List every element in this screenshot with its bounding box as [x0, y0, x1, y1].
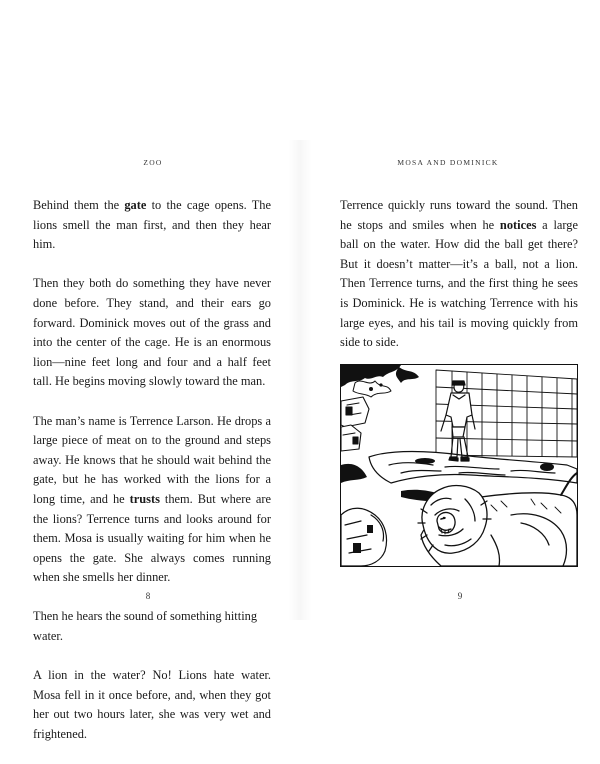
glossary-word: trusts — [129, 491, 160, 506]
paragraph: The man’s name is Terrence Larson. He drops a large piece of meat on to the ground and steps away. He knows that he should wait behind the gate, but he has worked with the lions for a long time, and he trusts them. But where are the lions? Terrence turns and looks around for them. Mosa is usually waiting for him when he opens the gate. She always comes running when she smells her dinner. — [33, 413, 272, 585]
right-page — [300, 0, 600, 750]
glossary-word: notices — [499, 217, 537, 232]
rocks — [341, 397, 369, 451]
left-page-number: 8 — [145, 591, 151, 601]
foreground-rock — [341, 508, 387, 566]
paragraph: Then they both do something they have never done before. They stand, and their ears go forward. Dominick moves out of the grass and into the center of the cage. He is an enormous lion—nine feet long and four and a half feet tall. He begins moving slowly toward the man. — [33, 276, 271, 389]
foliage — [341, 365, 419, 397]
left-running-head: ZOO — [143, 158, 163, 167]
lion-figure — [418, 473, 577, 566]
paragraph: Terrence quickly runs toward the sound. Then he stops and smiles when he notices a large ball on the water. How did the ball get there? But it doesn’t matter—it’s a ball, not a lion. Then Terrence turns, and the first thing he sees is Dominick. He is watching Terrence with his large eyes, and his tail is moving quickly from side to side. — [340, 198, 578, 350]
paragraph: Behind them the gate to the cage opens. The lions smell the man first, and then they hear him. — [33, 198, 271, 252]
right-running-head: MOSA AND DOMINICK — [397, 158, 499, 167]
lion-illustration — [340, 364, 578, 567]
glossary-word: gate — [124, 198, 147, 212]
paragraph: Then he hears the sound of something hitting water. — [33, 609, 258, 644]
paragraph: A lion in the water? No! Lions hate water. Mosa fell in it once before, and, when they got her out two hours later, she was very wet and frightened. — [33, 668, 271, 742]
right-page-number: 9 — [457, 591, 463, 601]
left-page-text — [33, 196, 271, 764]
left-page — [0, 0, 300, 750]
